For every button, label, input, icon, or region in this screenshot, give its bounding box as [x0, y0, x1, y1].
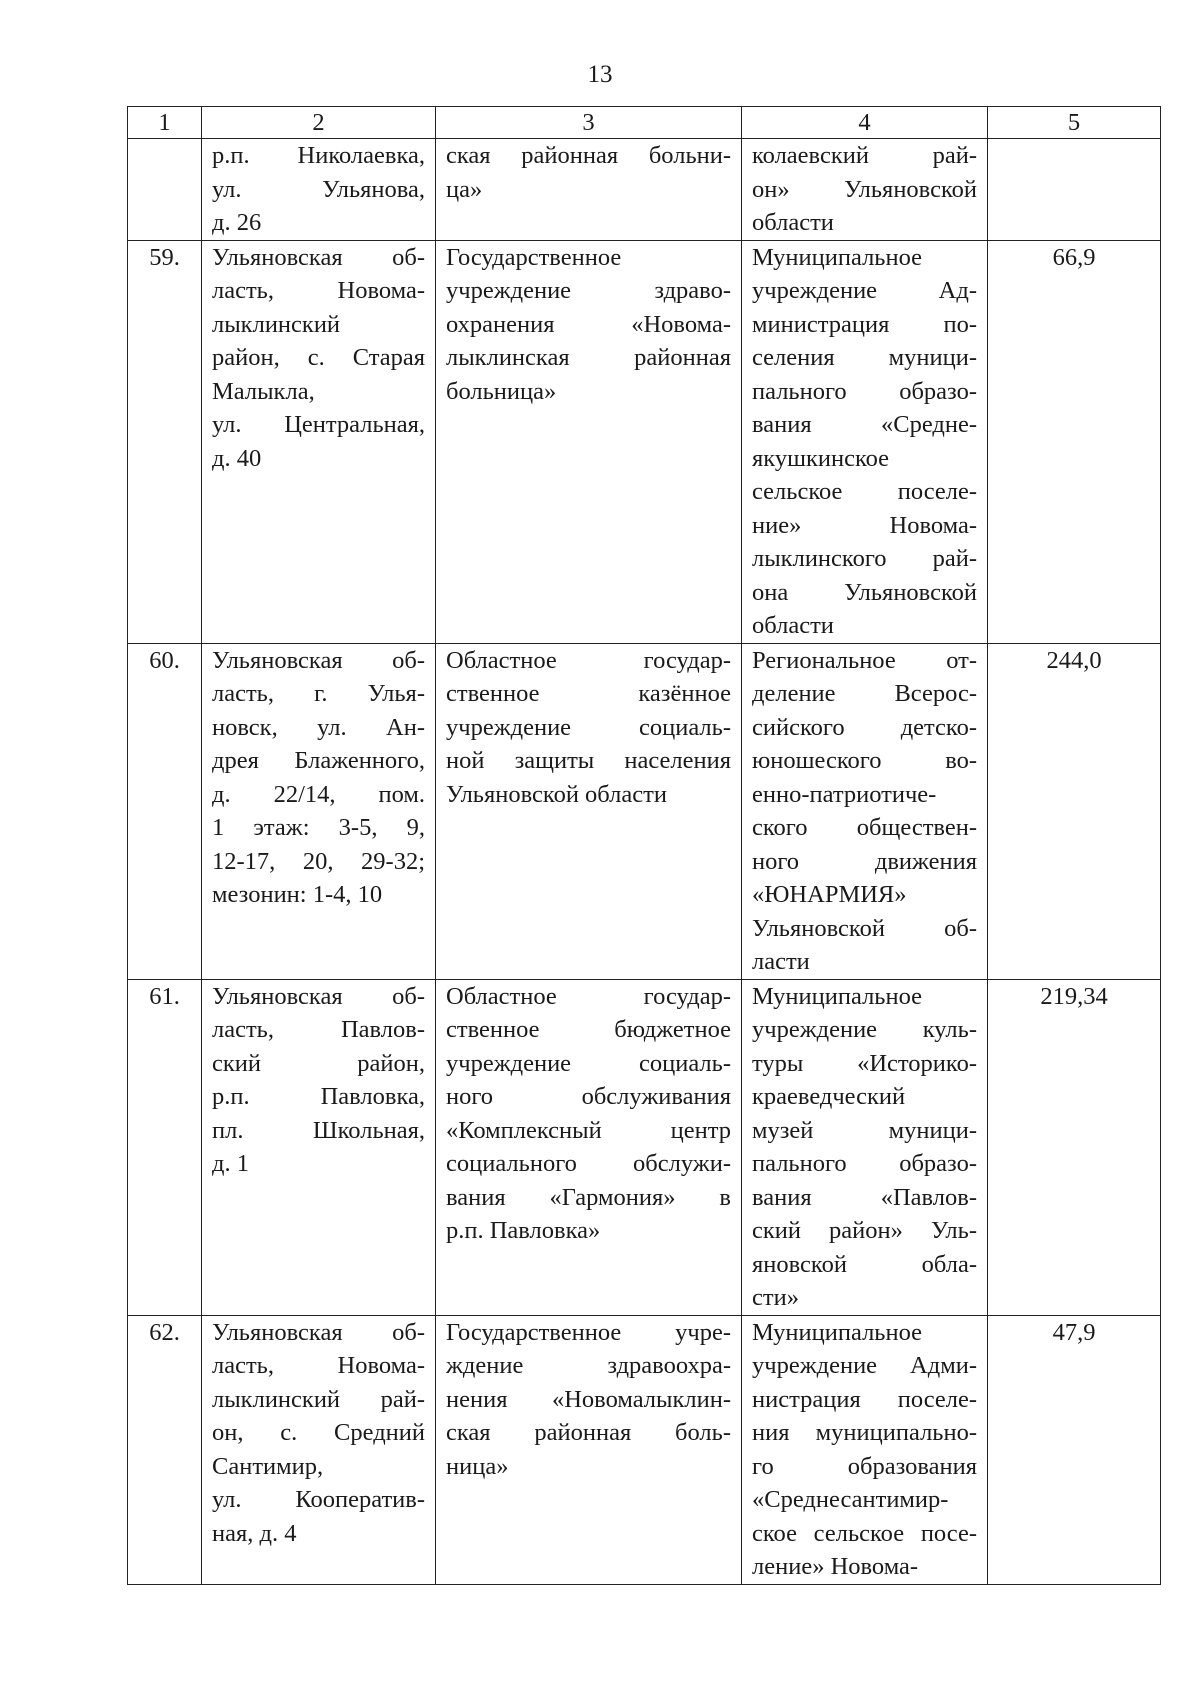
cell-line: ласть, Новома-	[212, 1352, 425, 1379]
cell-line: Областное государ-	[446, 982, 731, 1010]
cell-line: р.п. Николаевка,	[212, 142, 425, 169]
cell-user	[742, 643, 988, 979]
cell-line: туры «Историко-	[752, 1049, 977, 1077]
cell-line: ца»	[446, 175, 483, 203]
cell-line: новск, ул. Ан-	[212, 713, 425, 741]
cell-line: ление» Новома-	[752, 1553, 919, 1580]
cell-user	[742, 240, 988, 643]
cell-line: ласть, Павлов-	[212, 1016, 425, 1043]
cell-line: Ульяновская об-	[212, 243, 425, 271]
cell-line: д. 26	[212, 209, 262, 236]
cell-line: ский район,	[212, 1049, 425, 1077]
cell-line: якушкинское	[752, 444, 890, 472]
cell-line: Сантимир,	[212, 1452, 324, 1480]
cell-line: ская районная боль-	[446, 1419, 731, 1446]
cell-line: мезонин: 1-4, 10	[212, 881, 383, 908]
cell-line: Ульяновская об-	[212, 1318, 425, 1346]
cell-line: ул. Кооператив-	[212, 1486, 425, 1513]
cell-line: юношеского во-	[752, 747, 977, 774]
row-number: 61.	[128, 979, 202, 1315]
table-row	[128, 643, 1161, 979]
table-row	[128, 240, 1161, 643]
cell-line: он» Ульяновской	[752, 175, 977, 203]
cell-line: больница»	[446, 377, 557, 405]
cell-line: ного движения	[752, 847, 977, 875]
column-header-3: 3	[436, 107, 742, 139]
cell-line: ласть, г. Улья-	[212, 680, 425, 707]
cell-line: министрация по-	[752, 310, 977, 338]
cell-line: «Комплексный центр	[446, 1116, 731, 1144]
cell-line: вания «Павлов-	[752, 1183, 977, 1211]
cell-line: Ульяновской области	[446, 780, 667, 808]
column-header-4: 4	[742, 107, 988, 139]
cell-line: ул. Центральная,	[212, 411, 425, 438]
cell-line: яновской обла-	[752, 1250, 977, 1278]
cell-line: ная, д. 4	[212, 1519, 297, 1547]
row-number	[128, 139, 202, 241]
cell-line: Муниципальное	[752, 982, 923, 1010]
cell-line: вания «Средне-	[752, 411, 977, 438]
cell-line: ного обслуживания	[446, 1083, 731, 1110]
column-header-5: 5	[988, 107, 1161, 139]
cell-line: селения муници-	[752, 344, 977, 371]
cell-line: Региональное от-	[752, 646, 977, 674]
cell-line: она Ульяновской	[752, 578, 977, 606]
row-number: 59.	[128, 240, 202, 643]
cell-line: ственное казённое	[446, 680, 731, 707]
cell-line: лыклинский рай-	[212, 1385, 425, 1413]
cell-line: учреждение куль-	[752, 1016, 977, 1043]
cell-line: ское сельское посе-	[752, 1519, 977, 1547]
cell-user	[742, 979, 988, 1315]
cell-line: Ульяновской об-	[752, 914, 977, 942]
column-header-1: 1	[128, 107, 202, 139]
cell-line: ния муниципально-	[752, 1419, 977, 1446]
cell-line: Государственное	[446, 243, 622, 271]
cell-area: 47,9	[988, 1315, 1161, 1584]
cell-line: Муниципальное	[752, 243, 923, 271]
cell-line: учреждение Ад-	[752, 277, 977, 304]
cell-line: ждение здравоохра-	[446, 1352, 731, 1379]
cell-line: сийского детско-	[752, 713, 977, 741]
cell-holder	[436, 979, 742, 1315]
cell-line: го образования	[752, 1452, 977, 1480]
cell-line: учреждение Адми-	[752, 1352, 977, 1379]
cell-area: 66,9	[988, 240, 1161, 643]
table-row	[128, 139, 1161, 241]
cell-line: район, с. Старая	[212, 344, 425, 371]
cell-line: ственное бюджетное	[446, 1016, 731, 1043]
cell-line: лыклинского рай-	[752, 545, 977, 572]
cell-address	[202, 643, 436, 979]
cell-line: д. 1	[212, 1150, 249, 1177]
cell-line: ский район» Уль-	[752, 1217, 977, 1244]
table-row	[128, 1315, 1161, 1584]
cell-line: лыклинский	[212, 310, 341, 338]
cell-line: ул. Ульянова,	[212, 175, 425, 203]
cell-line: области	[752, 209, 834, 236]
cell-address	[202, 1315, 436, 1584]
cell-line: ница»	[446, 1452, 509, 1480]
cell-area: 244,0	[988, 643, 1161, 979]
cell-line: охранения «Новома-	[446, 310, 731, 338]
cell-holder	[436, 1315, 742, 1584]
cell-line: сти»	[752, 1284, 799, 1311]
row-number: 60.	[128, 643, 202, 979]
cell-line: Ульяновская об-	[212, 646, 425, 674]
cell-line: колаевский рай-	[752, 142, 977, 169]
cell-line: Областное государ-	[446, 646, 731, 674]
cell-line: р.п. Павловка»	[446, 1217, 601, 1244]
cell-line: музей муници-	[752, 1116, 977, 1144]
table-row	[128, 979, 1161, 1315]
cell-line: вания «Гармония» в	[446, 1183, 731, 1211]
cell-line: Малыкла,	[212, 377, 315, 405]
table-header-row	[128, 107, 1161, 139]
cell-line: 12-17, 20, 29-32;	[212, 847, 425, 875]
cell-line: д. 40	[212, 444, 262, 472]
cell-line: Муниципальное	[752, 1318, 923, 1346]
cell-line: социального обслужи-	[446, 1150, 731, 1177]
cell-line: сельское поселе-	[752, 478, 977, 505]
property-table	[127, 106, 1161, 1585]
cell-holder	[436, 139, 742, 241]
cell-line: нения «Новомалыклин-	[446, 1385, 731, 1413]
cell-line: «ЮНАРМИЯ»	[752, 881, 907, 908]
cell-line: пального образо-	[752, 377, 977, 405]
cell-line: Государственное учре-	[446, 1318, 731, 1346]
cell-line: нистрация поселе-	[752, 1385, 977, 1413]
cell-line: пл. Школьная,	[212, 1116, 425, 1144]
cell-line: «Среднесантимир-	[752, 1486, 949, 1513]
cell-line: д. 22/14, пом.	[212, 780, 425, 808]
cell-line: учреждение здраво-	[446, 277, 731, 304]
cell-line: ского обществен-	[752, 814, 977, 841]
cell-line: области	[752, 612, 834, 639]
cell-line: Ульяновская об-	[212, 982, 425, 1010]
cell-line: лыклинская районная	[446, 344, 731, 371]
cell-line: ласти	[752, 948, 810, 975]
cell-line: ская районная больни-	[446, 142, 731, 169]
cell-holder	[436, 240, 742, 643]
row-number: 62.	[128, 1315, 202, 1584]
cell-line: он, с. Средний	[212, 1419, 425, 1446]
cell-address	[202, 240, 436, 643]
cell-area: 219,34	[988, 979, 1161, 1315]
cell-line: краеведческий	[752, 1083, 906, 1110]
cell-holder	[436, 643, 742, 979]
cell-line: енно-патриотиче-	[752, 780, 937, 808]
cell-line: дрея Блаженного,	[212, 747, 425, 774]
cell-line: р.п. Павловка,	[212, 1083, 425, 1110]
cell-line: учреждение социаль-	[446, 713, 731, 741]
cell-line: учреждение социаль-	[446, 1049, 731, 1077]
cell-user	[742, 139, 988, 241]
cell-user	[742, 1315, 988, 1584]
cell-line: ние» Новома-	[752, 511, 977, 539]
cell-address	[202, 139, 436, 241]
cell-line: пального образо-	[752, 1150, 977, 1177]
cell-line: ной защиты населения	[446, 747, 731, 774]
page-number: 13	[587, 61, 613, 88]
cell-line: деление Всерос-	[752, 680, 977, 707]
cell-line: ласть, Новома-	[212, 277, 425, 304]
cell-address	[202, 979, 436, 1315]
cell-area	[988, 139, 1161, 241]
cell-line: 1 этаж: 3-5, 9,	[212, 814, 425, 841]
column-header-2: 2	[202, 107, 436, 139]
